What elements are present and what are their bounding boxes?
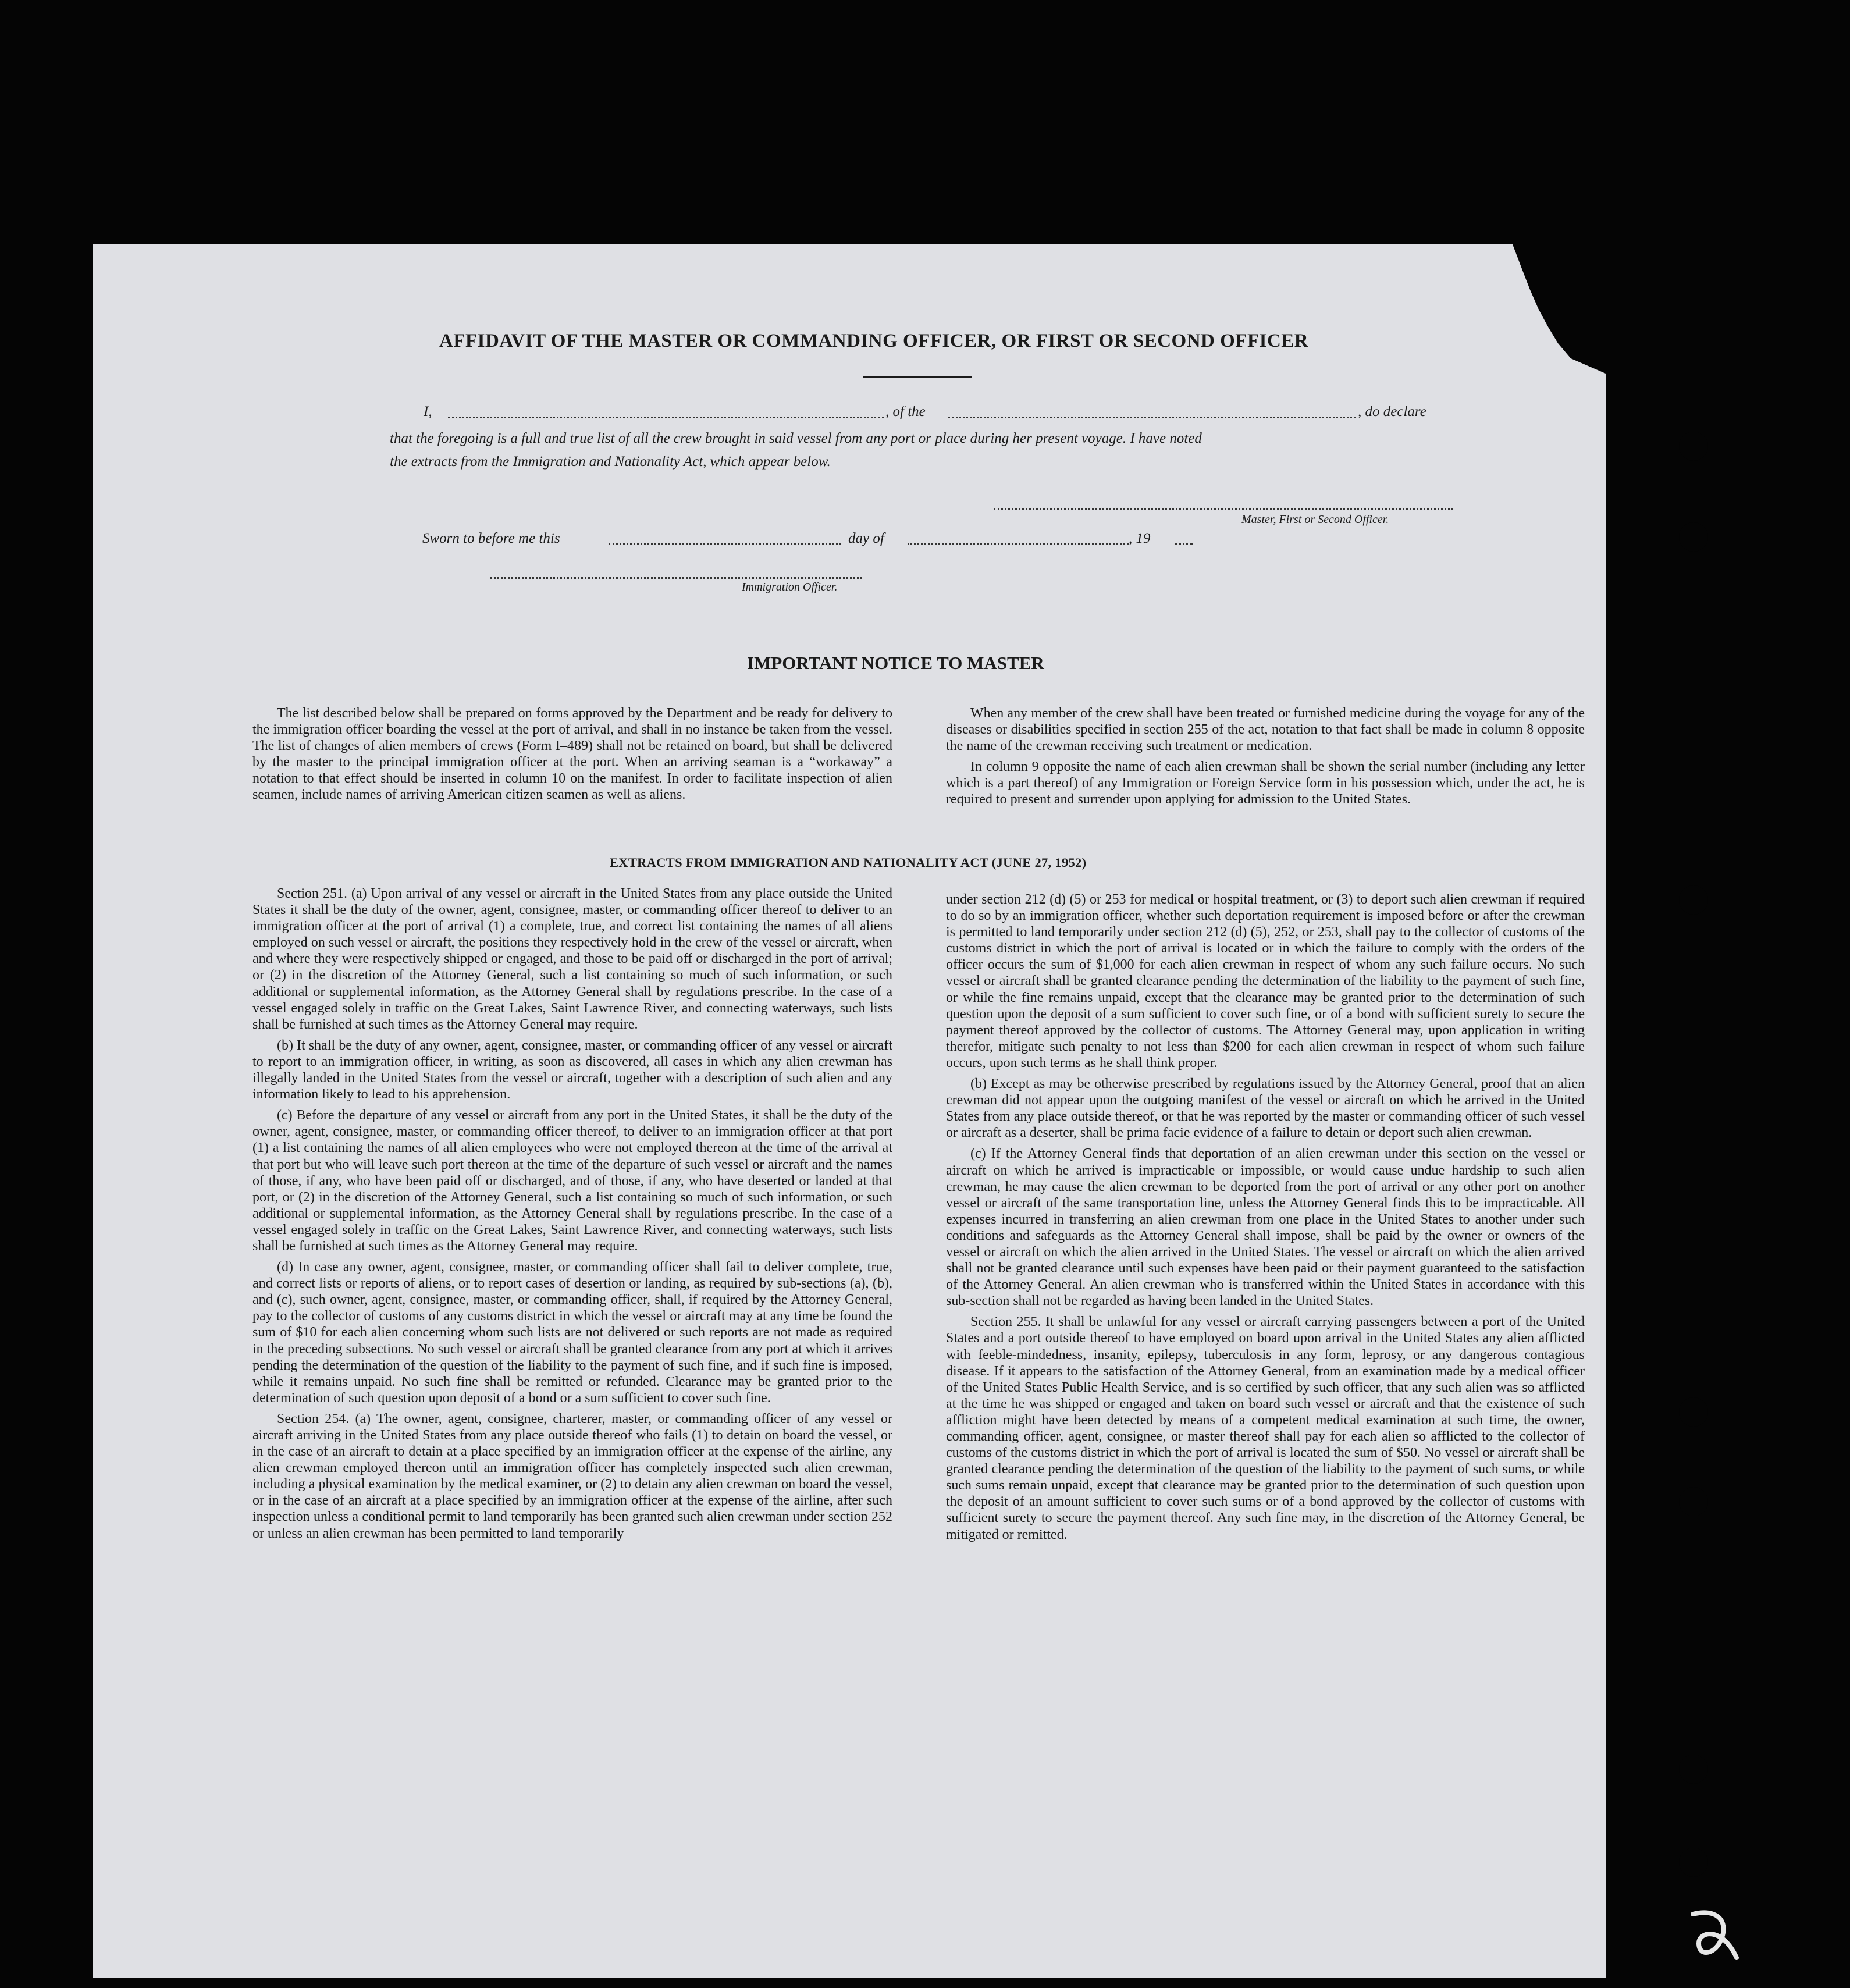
punch-hole (1679, 522, 1708, 552)
declare-end: , do declare (1358, 404, 1426, 419)
sworn-prefix: Sworn to before me this (422, 531, 560, 546)
punch-hole (1679, 1848, 1708, 1877)
statement-line-2: the extracts from the Immigration and Nationality Act, which appear below. (390, 454, 831, 470)
section-254-a-part-2: under section 212 (d) (5) or 253 for medical or hospital treatment, or (3) to deport such alien crewman if required to do so by an immigration officer, whether such deportation requirement is imposed before or after the crewman is permitted to land temporarily under section 212 (d) (5), 252, or 253, shall pay to the collector of customs of the customs district in which the port of arrival is located or in which the failure to comply with the orders of the officer occurs the sum of $1,000 for each alien crewman in respect of whom any such failure occurs. No such vessel or aircraft shall be granted clearance pending the determination of the liability to the payment of such fine, or while the fine remains unpaid, except that the clearance may be granted prior to the determination of such question upon the deposit of a sum sufficient to cover such fine, or of a bond with sufficient surety to secure the payment thereof approved by the collector of customs. The Attorney General may, upon application in writing therefor, mitigate such penalty to not less than $200 for each alien crewman in respect of whom such failure occurs, upon such terms as he shall think proper. (946, 892, 1585, 1071)
section-255: Section 255. It shall be unlawful for any vessel or aircraft carrying passengers between a port of the United States and a port outside thereof to have employed on board upon arrival in the United States any alien afflicted with feeble-mindedness, insanity, epilepsy, tuberculosis in any form, leprosy, or any dangerous contagious disease. If it appears to the satisfaction of the Attorney General, from an examination made by a medical officer of the United States Public Health Service, and is so certified by such officer, that any such alien was so afflicted at the time he was shipped or engaged and taken on board such vessel or aircraft and that the existence of such affliction might have been detected by means of a competent medical examination at such time, the owner, commanding officer, agent, consignee, or master thereof shall pay for each alien so afflicted to the collector of customs of the customs district in which the port of arrival is located the sum of $50. No vessel or aircraft shall be granted clearance pending the determination of the question of the liability to the payment of such sums, or while such sums remain unpaid, except that clearance may be granted prior to the determination of such question upon the deposit of an amount sufficient to cover such sums or of a bond approved by the collector of customs with sufficient surety to secure the payment thereof. Any such fine may, in the discretion of the Attorney General, be mitigated or remitted. (946, 1314, 1585, 1542)
section-251-d: (d) In case any owner, agent, consignee, master, or commanding officer shall fail to deliver complete, true, and correct lists or reports of aliens, or to report cases of desertion or landing, as required by sub-sections (a), (b), and (c), such owner, agent, consignee, master, or commanding officer, shall, if required by the Attorney General, pay to the collector of customs of any customs district in which the vessel or aircraft may at any time be found the sum of $10 for each alien concerning whom such lists are not delivered or such reports are not made as required in the preceding subsections. No such vessel or aircraft shall be granted clearance from any port at which it arrives pending the determination of the question of the liability to the payment of such fine, and if such fine is imposed, while it remains unpaid. No such fine shall be remitted or refunded. Clearance may be granted prior to the determination of such question upon deposit of a bond or a sum sufficient to cover such fine. (252, 1260, 892, 1406)
extracts-left-column (252, 885, 892, 1546)
punch-hole (1679, 1487, 1708, 1516)
section-254-b: (b) Except as may be otherwise prescribed by regulations issued by the Attorney General, proof that an alien crewman did not appear upon the outgoing manifest of the vessel or aircraft on which he arrived in the United States from any place outside thereof, or that he was reported by the master or commanding officer of such vessel or aircraft as a deserter, shall be prima facie evidence of a failure to detain or deport such alien crewman. (946, 1076, 1585, 1141)
notice-right-text-1: When any member of the crew shall have been treated or furnished medicine during the voyage for any of the diseases or disabilities specified in section 255 of the act, notation to that fact shall be made in column 8 opposite the name of the crewman receiving such treatment or medication. (946, 706, 1585, 754)
section-251-c: (c) Before the departure of any vessel or aircraft from any port in the United States, it shall be the duty of the owner, agent, consignee, master, or commanding officer thereof, to deliver to an immigration officer at that port (1) a list containing the names of all alien employees who were not employed thereon at the time of the arrival at that port but who will leave such port thereon at the time of the departure of such vessel or aircraft and the names of those, if any, who have been paid off or discharged, and of those, if any, who have deserted or landed at that port, or (2) in the discretion of the Attorney General, such a list containing so much of such information, or such additional or supplemental information, as the Attorney General shall by regulations prescribe. In the case of a vessel engaged solely in traffic on the Great Lakes, Saint Lawrence River, and connecting waterways, such lists shall be furnished at such times as the Attorney General may require. (252, 1108, 892, 1254)
sworn-day-of: day of (848, 531, 884, 546)
notice-right-text-2: In column 9 opposite the name of each alien crewman shall be shown the serial number (including any letter which is a part thereof) of any Immigration or Foreign Service form in his possession which, under the act, he is required to present and surrender upon applying for admission to the United States. (946, 759, 1585, 808)
sworn-year-blank (1175, 543, 1193, 545)
notice-right-column (946, 705, 1585, 813)
sworn-year: , 19 (1129, 531, 1151, 546)
affidavit-title: AFFIDAVIT OF THE MASTER OR COMMANDING OFFICER, OR FIRST OR SECOND OFFICER (439, 330, 1309, 351)
title-underline (863, 376, 972, 378)
section-254-c: (c) If the Attorney General finds that deportation of an alien crewman under this section on the vessel or aircraft on which he arrived is impracticable or impossible, or would cause undue hardship to such alien crewman, he may cause the alien crewman to be deported from the port of arrival or any other port on another vessel or aircraft of the same transportation line, unless the Attorney General finds this to be impracticable. All expenses incurred in transferring an alien crewman from one place in the United States to another under such conditions and safeguards as the Attorney General shall impose, shall be paid by the owner or owners of the vessel or aircraft on which the alien arrived in the United States. The vessel or aircraft on which the alien arrived shall not be granted clearance until such expenses have been paid or their payment guaranteed to the satisfaction of the Attorney General. An alien crewman who is transferred within the United States in accordance with this sub-section shall not be regarded as having been landed in the United States. (946, 1146, 1585, 1309)
declare-of-the: , of the (885, 404, 926, 419)
handwritten-mark (1681, 1902, 1745, 1966)
section-251-a: Section 251. (a) Upon arrival of any vessel or aircraft in the United States from any place outside the United States it shall be the duty of the owner, agent, consignee, master, or commanding officer thereof to deliver to an immigration officer at the port of arrival (1) a complete, true, and correct list containing the names of all aliens employed on such vessel or aircraft, the positions they respectively hold in the crew of the vessel or aircraft, when and where they were respectively shipped or engaged, and those to be paid off or discharged in the port of arrival; or (2) in the discretion of the Attorney General, such a list containing so much of such information, or such additional or supplemental information, as the Attorney General shall by regulations prescribe. In the case of a vessel engaged solely in traffic on the Great Lakes, Saint Lawrence River, and connecting waterways, such lists shall be furnished at such times as the Attorney General may require. (252, 886, 892, 1032)
officer-signature-line (490, 577, 862, 579)
extracts-title: EXTRACTS FROM IMMIGRATION AND NATIONALITY ACT (JUNE 27, 1952) (610, 855, 1087, 870)
punch-hole (1679, 1397, 1708, 1427)
vessel-blank (948, 417, 1356, 418)
punch-hole (1679, 1755, 1708, 1784)
section-251-b: (b) It shall be the duty of any owner, agent, consignee, master, or commanding officer of any vessel or aircraft to report to an immigration officer, in writing, as soon as discovered, all cases in which any alien crewman has illegally landed in the United States from the vessel or aircraft, together with a description of such alien and any information likely to lead to his apprehension. (252, 1037, 892, 1103)
notice-title: IMPORTANT NOTICE TO MASTER (747, 653, 1044, 673)
sworn-day-blank (609, 543, 841, 545)
declare-i: I, (424, 404, 432, 419)
master-caption: Master, First or Second Officer. (1241, 513, 1389, 526)
sworn-month-blank (908, 543, 1129, 545)
officer-caption: Immigration Officer. (742, 581, 838, 593)
statement-line-1: that the foregoing is a full and true list of all the crew brought in said vessel from any port or place during her present voyage. I have noted (390, 431, 1202, 446)
name-blank (448, 417, 884, 418)
punch-hole (1679, 885, 1708, 915)
notice-left-text: The list described below shall be prepared on forms approved by the Department and be ready for delivery to the immigration officer boarding the vessel at the port of arrival, and shall in no instance be taken from the vessel. The list of changes of alien members of crews (Form I–489) shall not be retained on board, but shall be delivered by the master to the principal immigration officer at the port. When an arriving seaman is a “workaway” a notation to that effect should be inserted in column 10 on the manifest. In order to facilitate inspection of alien seamen, include names of arriving American citizen seamen as well as aliens. (252, 706, 892, 803)
punch-hole (1679, 432, 1708, 461)
master-signature-line (994, 508, 1453, 510)
extracts-right-column (946, 891, 1585, 1548)
notice-left-column (252, 705, 892, 808)
section-254-a-part-1: Section 254. (a) The owner, agent, consignee, charterer, master, or commanding officer of any vessel or aircraft arriving in the United States from any place outside thereof who fails (1) to detain on board the vessel, or in the case of an aircraft to detain at a place specified by an immigration officer at the expense of the airline, any alien crewman employed thereon until an immigration officer has completely inspected such alien crewman, including a physical examination by the medical examiner, or (2) to detain any alien crewman on board the vessel, or in the case of an aircraft at a place specified by an immigration officer at the expense of the airline, after such inspection unless a conditional permit to land temporarily has been granted such alien crewman under section 252 or unless an alien crewman has been permitted to land temporarily (252, 1411, 892, 1541)
